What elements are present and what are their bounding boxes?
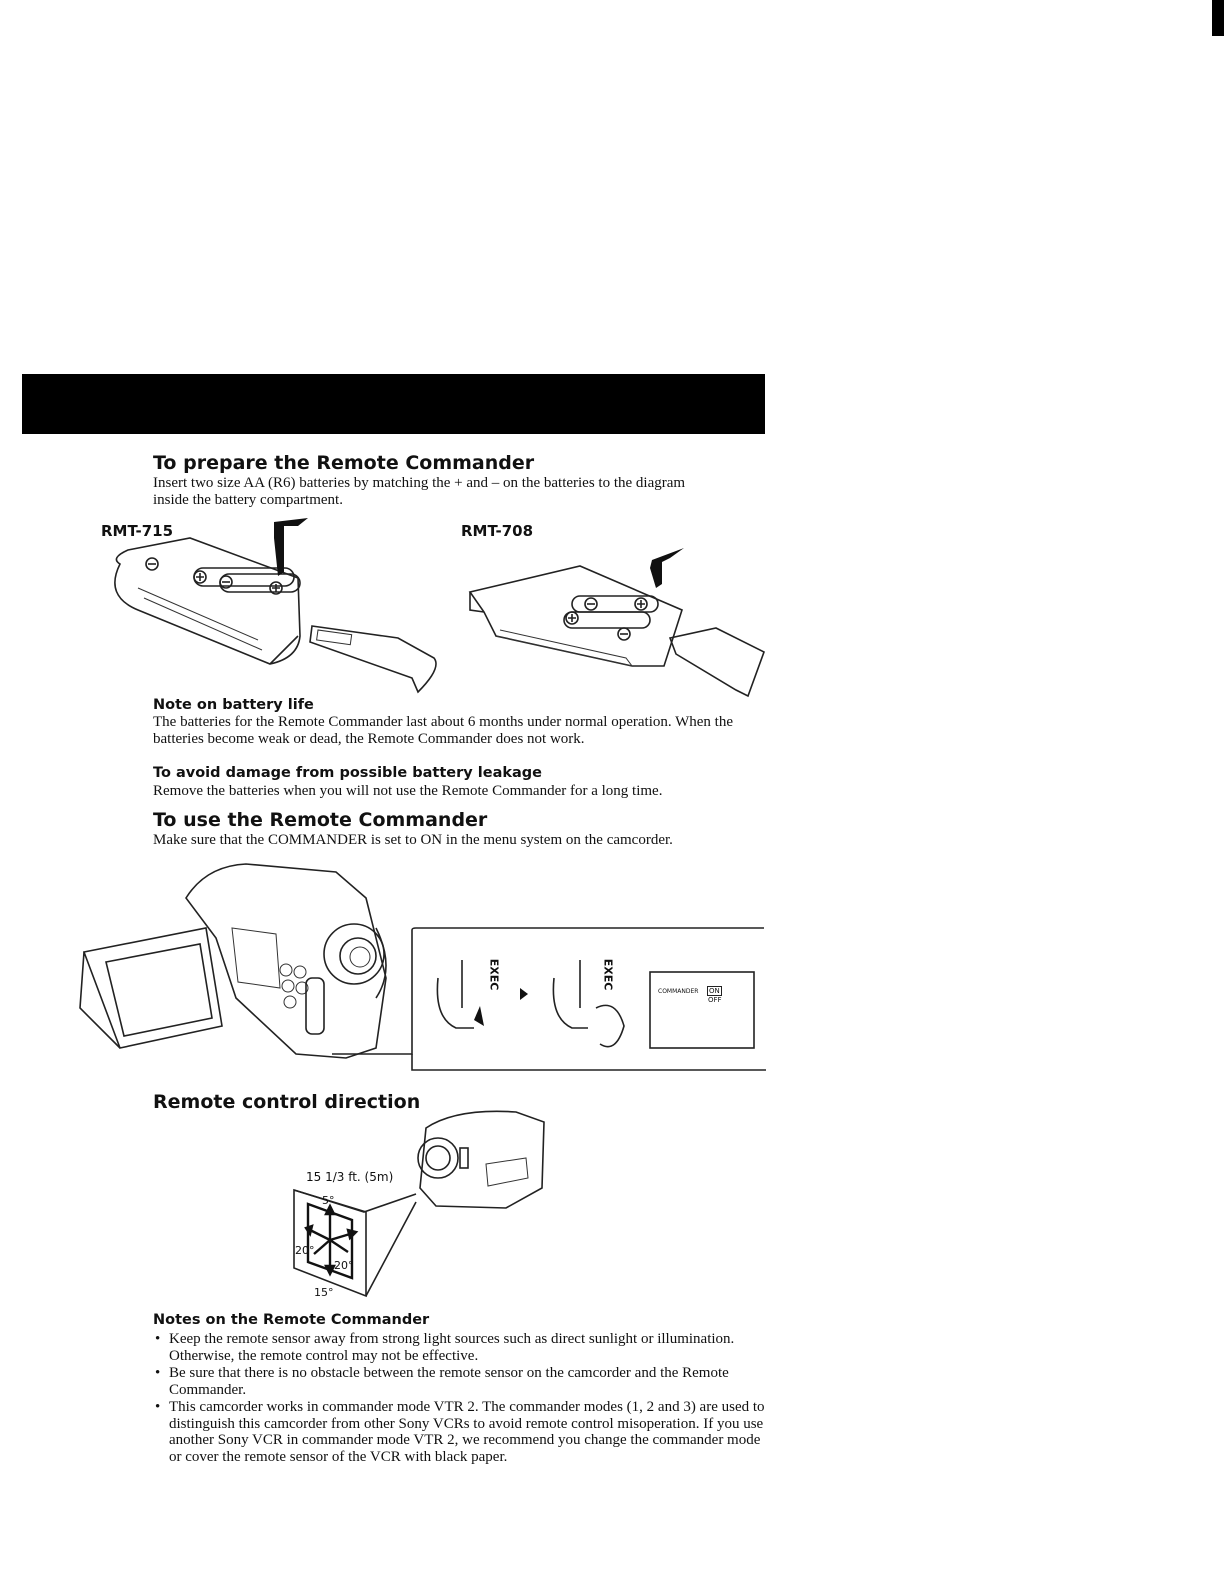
remote-direction-diagram: [286, 1108, 550, 1306]
leakage-heading: To avoid damage from possible battery leakage: [153, 765, 543, 781]
right-arrow-icon: [520, 988, 528, 1000]
page-edge-mark: [1212, 0, 1224, 36]
use-heading: To use the Remote Commander: [153, 809, 488, 831]
battery-icon: [564, 612, 650, 640]
notes-list: [153, 1331, 768, 1466]
down-arrow-icon: [650, 548, 684, 588]
notes-heading: Notes on the Remote Commander: [153, 1312, 430, 1328]
battery-life-heading: Note on battery life: [153, 697, 314, 713]
battery-cover: [310, 626, 436, 692]
menu-on-option: ON: [709, 987, 720, 995]
note-item: • Be sure that there is no obstacle between the remote sensor on the camcorder and the Remote Commander.: [153, 1365, 768, 1398]
rmt715-illustration: [98, 518, 448, 696]
down-arrow-icon: [274, 518, 308, 576]
prepare-heading: To prepare the Remote Commander: [153, 452, 535, 474]
menu-commander-label: COMMANDER: [658, 988, 699, 995]
model-label-rmt708: RMT-708: [461, 522, 534, 540]
use-text: Make sure that the COMMANDER is set to ON in the menu system on the camcorder.: [153, 832, 673, 848]
menu-off-option: OFF: [708, 996, 722, 1004]
exec-label: EXEC: [601, 958, 615, 991]
bottom-angle: 15°: [314, 1286, 334, 1299]
battery-life-text: The batteries for the Remote Commander last about 6 months under normal operation. When the batteries become weak or dead, the Remote Commander does not work.: [153, 714, 733, 747]
direction-distance: 15 1/3 ft. (5m): [306, 1170, 394, 1184]
top-angle: 5°: [322, 1194, 335, 1207]
camcorder-commander-illustration: [76, 858, 770, 1074]
leakage-text: Remove the batteries when you will not use the Remote Commander for a long time.: [153, 783, 663, 799]
section-banner: [22, 374, 765, 434]
note-item: • This camcorder works in commander mode VTR 2. The commander modes (1, 2 and 3) are used to distinguish this camcorder from other Sony VCRs to avoid remote control misoperation. If you use another Sony VCR in commander mode VTR 2, we recommend you change the commander mode or cover the remote sensor of the VCR with black paper.: [153, 1399, 768, 1465]
exec-label: EXEC: [487, 958, 501, 991]
rmt708-illustration: [456, 548, 768, 708]
left-angle: 20°: [295, 1244, 315, 1257]
right-angle: 20°: [334, 1259, 354, 1272]
model-label-rmt715: RMT-715: [101, 522, 174, 540]
battery-cover: [670, 628, 764, 696]
prepare-text: Insert two size AA (R6) batteries by matching the + and – on the batteries to the diagram inside the battery compartment.: [153, 475, 686, 508]
note-item: • Keep the remote sensor away from strong light sources such as direct sunlight or illumination. Otherwise, the remote control may not be effective.: [153, 1331, 768, 1364]
direction-heading: Remote control direction: [153, 1091, 421, 1113]
battery-icon: [572, 596, 658, 612]
